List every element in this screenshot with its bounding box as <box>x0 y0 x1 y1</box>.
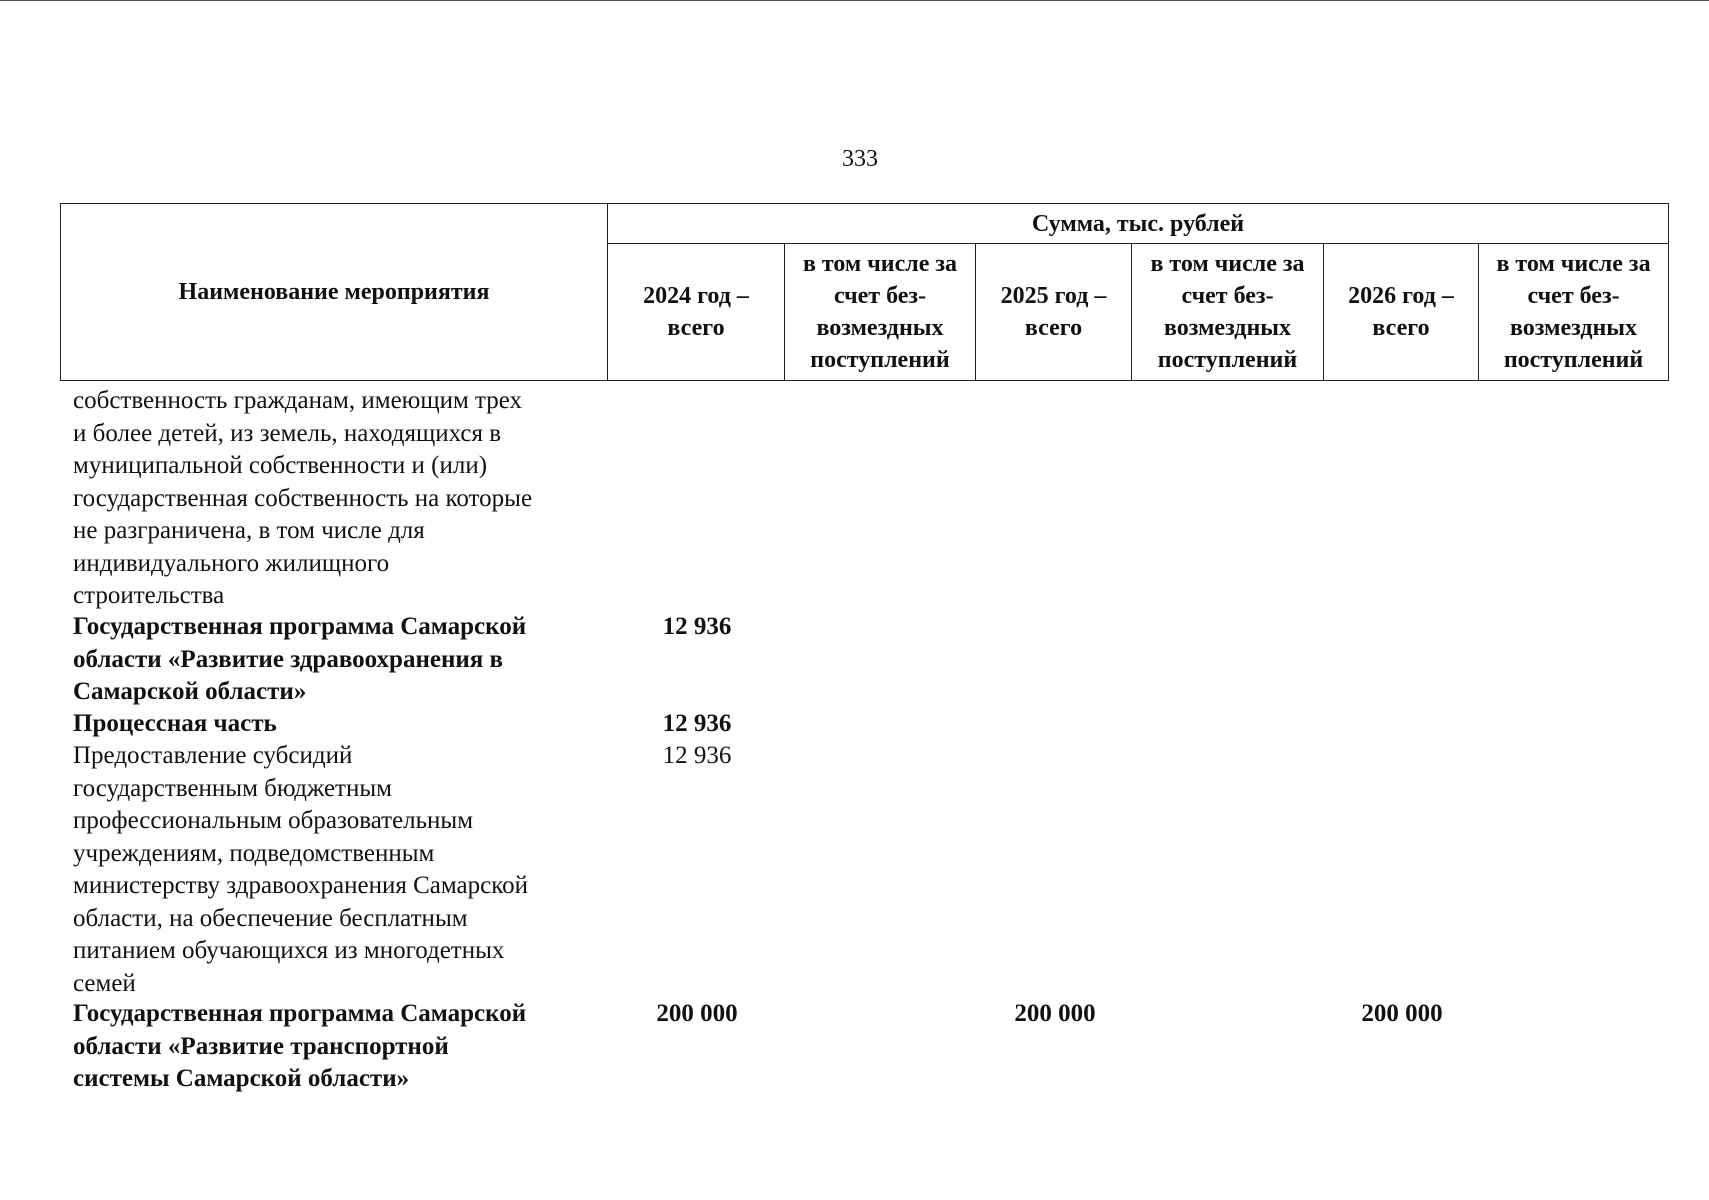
row-name: Государственная программа Самарской области «Развитие транспортной системы Самарской области» <box>73 1000 527 1092</box>
row-name: Предоставление субсидий государственным бюджетным профессиональным образовательным учреждениям, подведомственным министерству здравоохранения Самарской области, на обеспечение бесплатным питанием обучающихся из многодетных семей <box>73 742 528 997</box>
header-2025-incl: в том числе за счет без-возмездных поступлений <box>1132 244 1324 381</box>
page-top-edge <box>0 0 1709 1</box>
row-value-2024: 12 936 <box>662 710 732 737</box>
header-2026-incl: в том числе за счет без-возмездных поступлений <box>1479 244 1669 381</box>
row-name: собственность гражданам, имеющим трех и более детей, из земель, находящихся в муниципальной собственности и (или) государственная собственность на которые не разграничена, в том числе для индивидуального жилищного строительства <box>73 387 533 609</box>
header-2025-total: 2025 год – всего <box>976 244 1132 381</box>
header-sum: Сумма, тыс. рублей <box>608 204 1669 244</box>
row-value-2024: 12 936 <box>662 613 732 640</box>
header-2024-incl: в том числе за счет без-возмездных поступлений <box>785 244 976 381</box>
row-value-2024: 200 000 <box>656 1000 738 1027</box>
row-value-2025: 200 000 <box>1014 1000 1096 1027</box>
row-name: Государственная программа Самарской области «Развитие здравоохранения в Самарской области» <box>73 613 527 705</box>
header-name: Наименование мероприятия <box>61 204 608 381</box>
table-header <box>60 203 1669 381</box>
row-value-2026: 200 000 <box>1361 1000 1443 1027</box>
header-2026-total: 2026 год – всего <box>1324 244 1479 381</box>
header-2024-total: 2024 год – всего <box>608 244 785 381</box>
page-number: 333 <box>842 146 878 172</box>
row-value-2024: 12 936 <box>662 742 732 769</box>
row-name: Процессная часть <box>73 710 277 737</box>
